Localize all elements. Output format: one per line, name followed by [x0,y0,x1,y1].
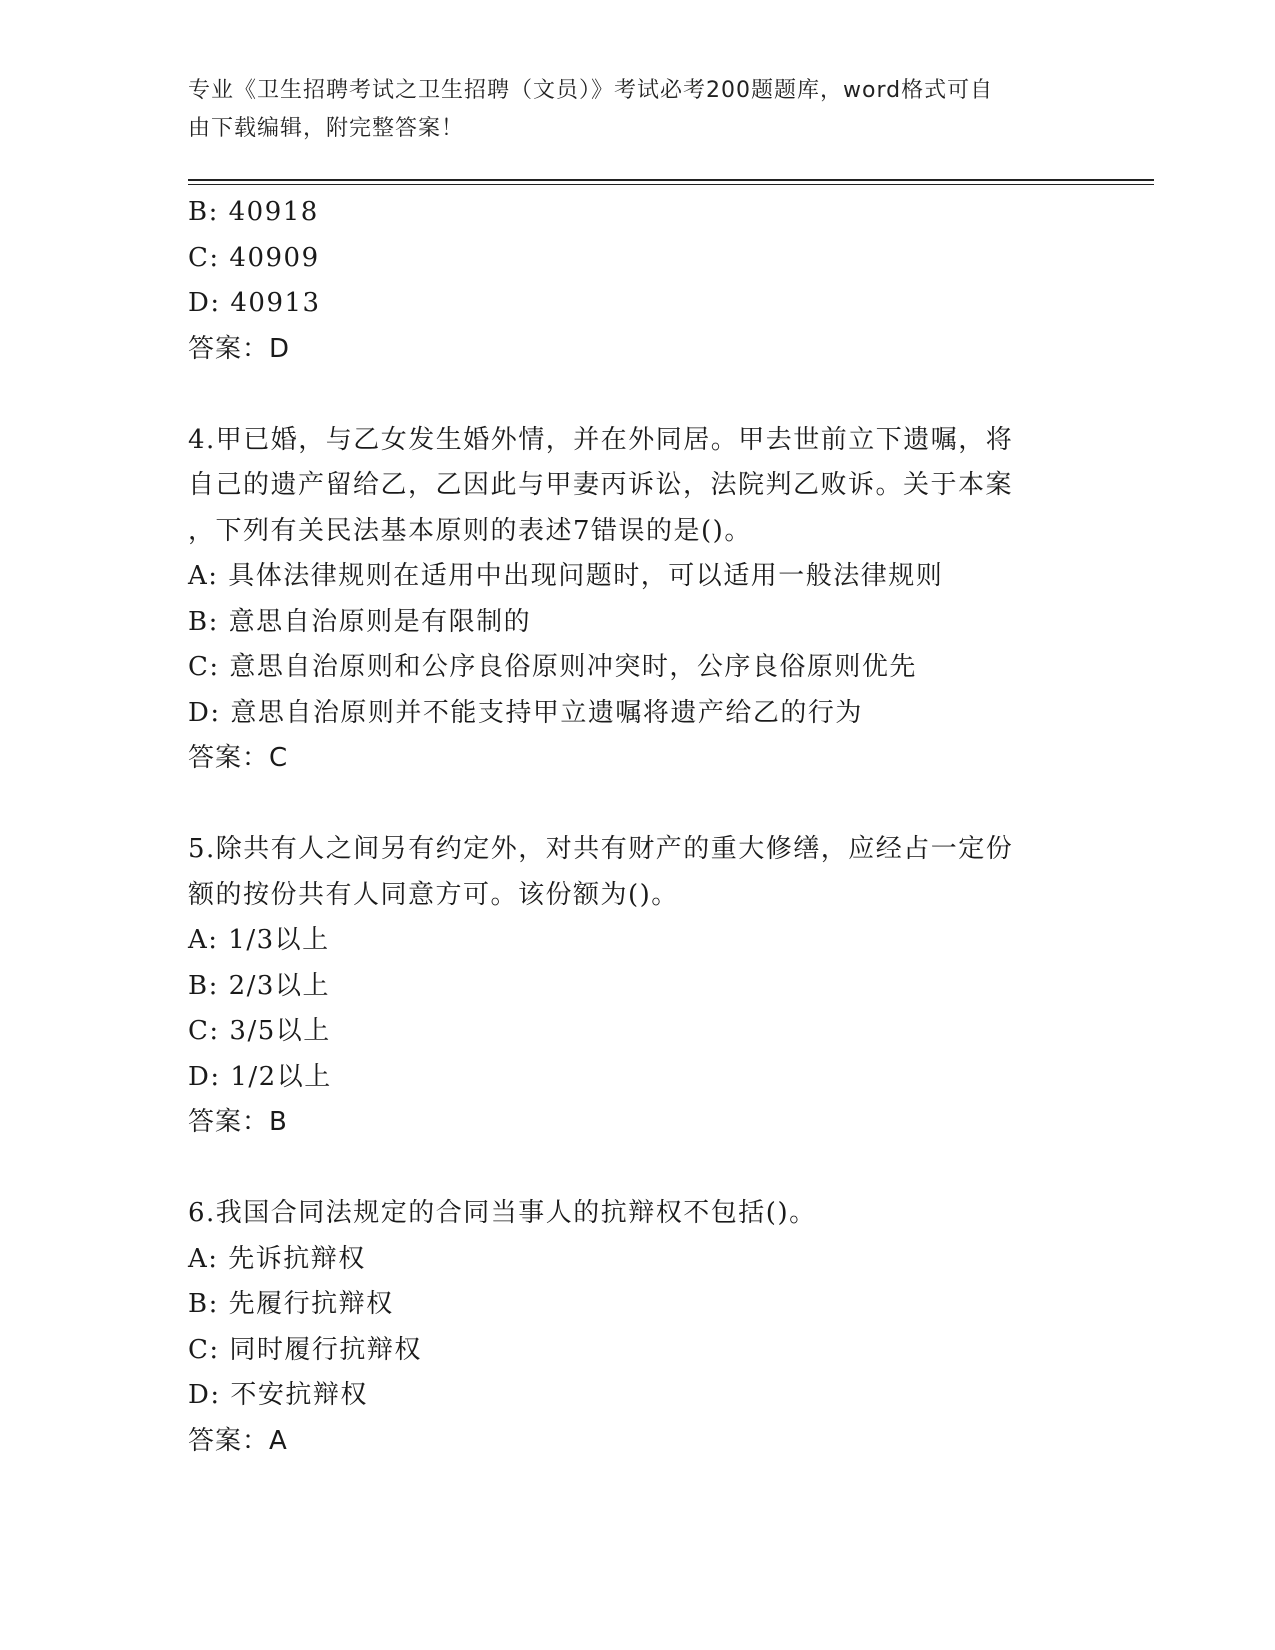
question-list [188,190,1088,1464]
option-c: C: 3/5以上 [188,1016,331,1046]
option-b: B: 意思自治原则是有限制的 [188,606,532,637]
header-line-1: 专业《卫生招聘考试之卫生招聘（文员）》考试必考200题题库，word格式可自 [188,78,994,103]
question-5 [188,827,1088,1146]
document-header [188,72,1088,148]
option-d: D: 40913 [188,288,321,318]
answer-line: 答案：D [188,333,291,364]
option-b: B: 40918 [188,197,319,227]
option-d: D: 不安抗辩权 [188,1380,368,1410]
header-line-2: 由下载编辑，附完整答案！ [188,116,465,141]
question-stem-line: 4.甲已婚，与乙女发生婚外情，并在外同居。甲去世前立下遗嘱，将 [188,424,1014,455]
option-d: D: 意思自治原则并不能支持甲立遗嘱将遗产给乙的行为 [188,697,863,728]
option-b: B: 先履行抗辩权 [188,1289,394,1319]
question-4 [188,418,1088,782]
question-stem-line: 自己的遗产留给乙，乙因此与甲妻丙诉讼，法院判乙败诉。关于本案 [188,470,1014,500]
question-stem-line: 5.除共有人之间另有约定外，对共有财产的重大修缮，应经占一定份 [188,834,1014,864]
question-stem-line: ，下列有关民法基本原则的表述7错误的是()。 [188,515,752,546]
question-6 [188,1191,1088,1464]
spacer [188,372,1088,418]
option-d: D: 1/2以上 [188,1061,332,1092]
spacer [188,782,1088,828]
answer-line: 答案：B [188,1107,288,1137]
spacer [188,1146,1088,1192]
question-3 [188,190,1088,372]
answer-line: 答案：C [188,743,289,773]
question-stem-line: 6.我国合同法规定的合同当事人的抗辩权不包括()。 [188,1198,817,1228]
answer-line: 答案：A [188,1425,288,1456]
option-a: A: 1/3以上 [188,925,330,955]
question-stem-line: 额的按份共有人同意方可。该份额为()。 [188,879,679,910]
option-a: A: 先诉抗辩权 [188,1243,366,1274]
option-c: C: 同时履行抗辩权 [188,1334,422,1365]
option-c: C: 意思自治原则和公序良俗原则冲突时，公序良俗原则优先 [188,652,917,682]
header-rule-thick [188,179,1154,181]
option-a: A: 具体法律规则在适用中出现问题时，可以适用一般法律规则 [188,561,944,591]
option-c: C: 40909 [188,242,320,273]
option-b: B: 2/3以上 [188,970,330,1001]
header-rule-thin [188,184,1154,185]
